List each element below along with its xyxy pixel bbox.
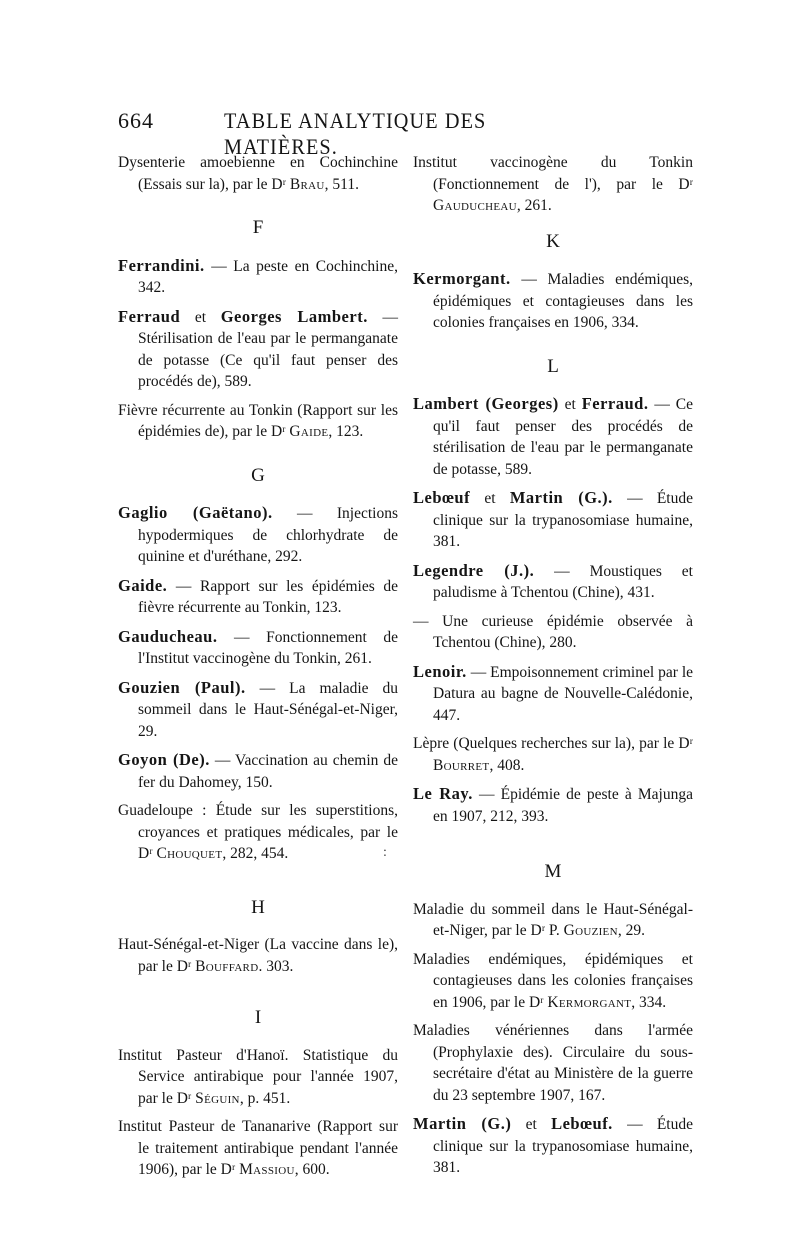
index-entry: Gauducheau. — Fonctionnement de l'Institut vaccinogène du Tonkin, 261. xyxy=(118,626,398,667)
index-entry: Maladies vénériennes dans l'armée (Prophylaxie des). Circulaire du sous-secrétaire d'état au Ministère de la guerre du 23 septembre 1907, 167. xyxy=(413,1022,693,1104)
section-letter: H xyxy=(251,896,265,918)
index-entry: Maladie du sommeil dans le Haut-Sénégal-et-Niger, par le Dʳ P. Gouzien, 29. xyxy=(413,900,693,939)
index-entry: Haut-Sénégal-et-Niger (La vaccine dans le), par le Dʳ Bouffard. 303. xyxy=(118,936,398,975)
index-entry: Guadeloupe : Étude sur les superstitions, croyances et pratiques médicales, par le Dʳ Chouquet, 282, 454. xyxy=(118,802,398,862)
section-letter: G xyxy=(251,464,265,486)
index-entry: Maladies endémiques, épidémiques et contagieuses dans les colonies françaises en 1906, par le Dʳ Kermorgant, 334. xyxy=(413,950,693,1011)
index-entry: Legendre (J.). — Moustiques et paludisme à Tchentou (Chine), 431. xyxy=(413,560,693,601)
index-entry: Institut Pasteur de Tananarive (Rapport sur le traitement antirabique pendant l'année 1906), par le Dʳ Massiou, 600. xyxy=(118,1118,398,1178)
index-entry: Fièvre récurrente au Tonkin (Rapport sur les épidémies de), par le Dʳ Gaide, 123. xyxy=(118,401,398,440)
index-entry: Lèpre (Quelques recherches sur la), par le Dʳ Bourret, 408. xyxy=(413,735,693,774)
index-entry: Kermorgant. — Maladies endémiques, épidémiques et contagieuses dans les colonies françaises en 1906, 334. xyxy=(413,269,693,331)
running-title: TABLE ANALYTIQUE DES MATIÈRES. xyxy=(224,108,487,159)
page-header xyxy=(118,108,578,159)
page-number: 664 xyxy=(118,108,154,133)
index-entry: Lenoir. — Empoisonnement criminel par le Datura au bagne de Nouvelle-Calédonie, 447. xyxy=(413,661,693,724)
section-letter: K xyxy=(546,230,560,252)
left-column xyxy=(118,152,398,1188)
index-entry: Le Ray. — Épidémie de peste à Majunga en 1907, 212, 393. xyxy=(413,784,693,825)
index-entry: Gouzien (Paul). — La maladie du sommeil dans le Haut-Sénégal-et-Niger, 29. xyxy=(118,677,399,740)
right-column xyxy=(413,152,693,1186)
index-entry: Gaide. — Rapport sur les épidémies de fièvre récurrente au Tonkin, 123. xyxy=(118,575,398,616)
index-entry: Institut vaccinogène du Tonkin (Fonctionnement de l'), par le Dʳ Gauducheau, 261. xyxy=(413,154,693,214)
index-entry: Martin (G.) et Lebœuf. — Étude clinique sur la trypanosomiase humaine, 381. xyxy=(413,1114,693,1176)
index-entry: Gaglio (Gaëtano). — Injections hypodermiques de chlorhydrate de quinine et d'uréthane, 292. xyxy=(118,503,398,565)
section-letter: L xyxy=(547,355,559,377)
index-entry: Ferraud et Georges Lambert. — Stérilisation de l'eau par le permanganate de potasse (Ce qu'il faut penser des procédés de), 589. xyxy=(118,306,399,390)
section-letter: M xyxy=(544,861,562,882)
index-entry: Goyon (De). — Vaccination au chemin de fer du Dahomey, 150. xyxy=(118,750,398,791)
index-entry: Lebœuf et Martin (G.). — Étude clinique sur la trypanosomiase humaine, 381. xyxy=(413,488,693,550)
stray-mark: : xyxy=(383,845,387,860)
index-entry: Institut Pasteur d'Hanoï. Statistique du Service antirabique pour l'année 1907, par le Dʳ Séguin, p. 451. xyxy=(118,1046,398,1107)
section-letter: I xyxy=(254,1007,262,1028)
index-entry: Dysenterie amoebienne en Cochinchine (Essais sur la), par le Dʳ Brau, 511. xyxy=(118,154,398,193)
section-letter: F xyxy=(252,217,264,238)
index-entry: — Une curieuse épidémie observée à Tchentou (Chine), 280. xyxy=(413,612,693,651)
index-entry: Lambert (Georges) et Ferraud. — Ce qu'il faut penser des procédés de stérilisation de l'eau par le permanganate de potasse, 589. xyxy=(413,394,693,478)
index-entry: Ferrandini. — La peste en Cochinchine, 342. xyxy=(118,255,398,296)
